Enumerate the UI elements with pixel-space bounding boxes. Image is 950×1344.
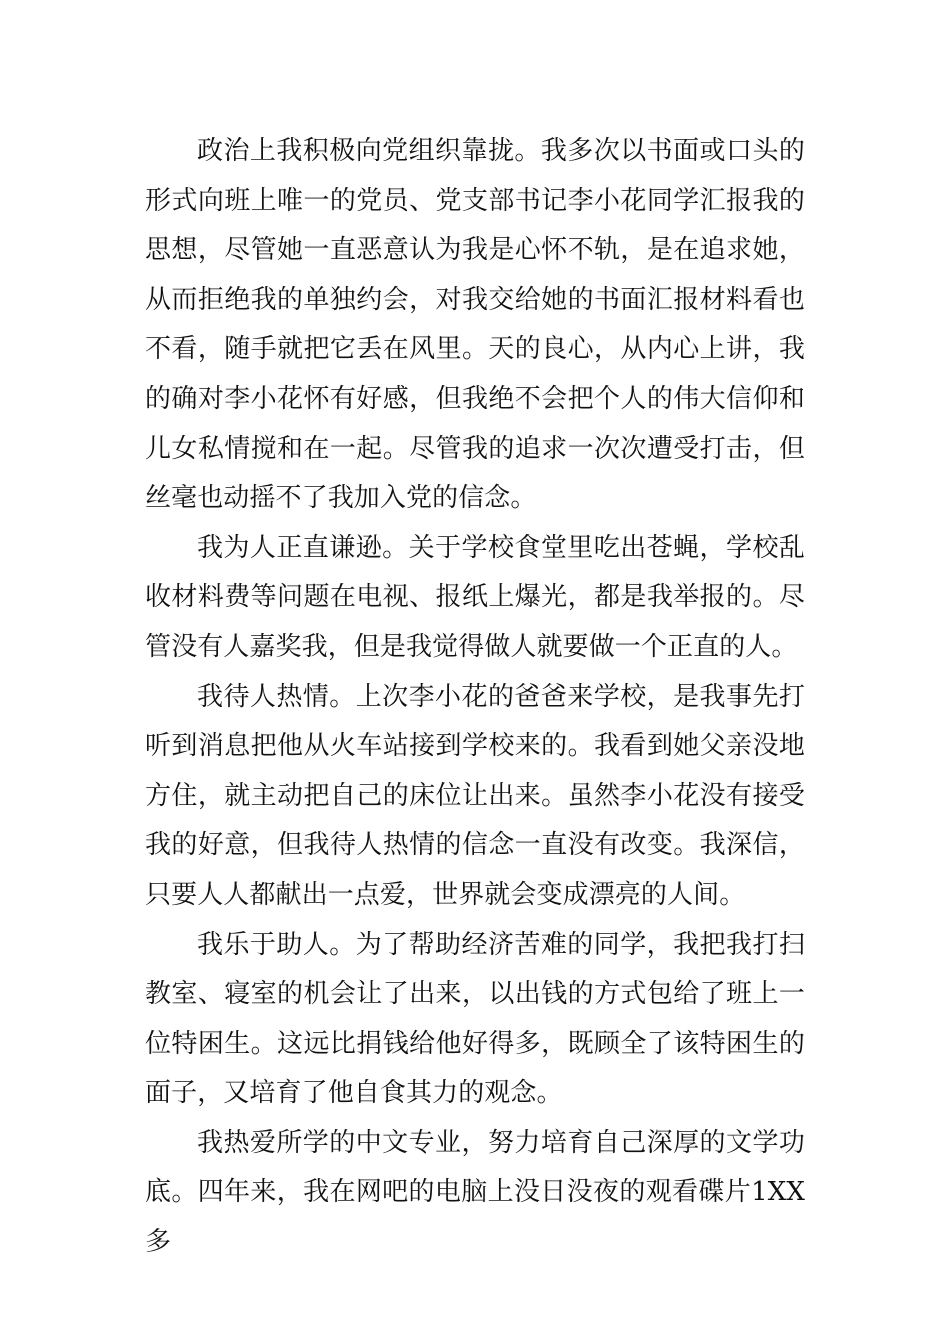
paragraph-helpfulness: 我乐于助人。为了帮助经济苦难的同学，我把我打扫教室、寝室的机会让了出来，以出钱的方式包给了班上一位特困生。这远比捐钱给他好得多，既顾全了该特困生的面子，又培育了他自食其力的观念。 — [145, 929, 805, 1109]
paragraph-integrity: 我为人正直谦逊。关于学校食堂里吃出苍蝇，学校乱收材料费等问题在电视、报纸上爆光，都是我举报的。尽管没有人嘉奖我，但是我觉得做人就要做一个正直的人。 — [145, 532, 805, 662]
body-text — [145, 127, 805, 1268]
paragraph-warmth: 我待人热情。上次李小花的爸爸来学校，是我事先打听到消息把他从火车站接到学校来的。我看到她父亲没地方住，就主动把自己的床位让出来。虽然李小花没有接受我的好意，但我待人热情的信念一直没有改变。我深信，只要人人都献出一点爱，世界就会变成漂亮的人间。 — [145, 681, 805, 910]
paragraph-major: 我热爱所学的中文专业，努力培育自己深厚的文学功底。四年来，我在网吧的电脑上没日没夜的观看碟片1XX多 — [145, 1127, 805, 1258]
paragraph-political: 政治上我积极向党组织靠拢。我多次以书面或口头的形式向班上唯一的党员、党支部书记李小花同学汇报我的思想，尽管她一直恶意认为我是心怀不轨，是在追求她，从而拒绝我的单独约会，对我交给她的书面汇报材料看也不看，随手就把它丢在风里。天的良心，从内心上讲，我的确对李小花怀有好感，但我绝不会把个人的伟大信仰和儿女私情搅和在一起。尽管我的追求一次次遭受打击，但丝毫也动摇不了我加入党的信念。 — [145, 136, 805, 514]
